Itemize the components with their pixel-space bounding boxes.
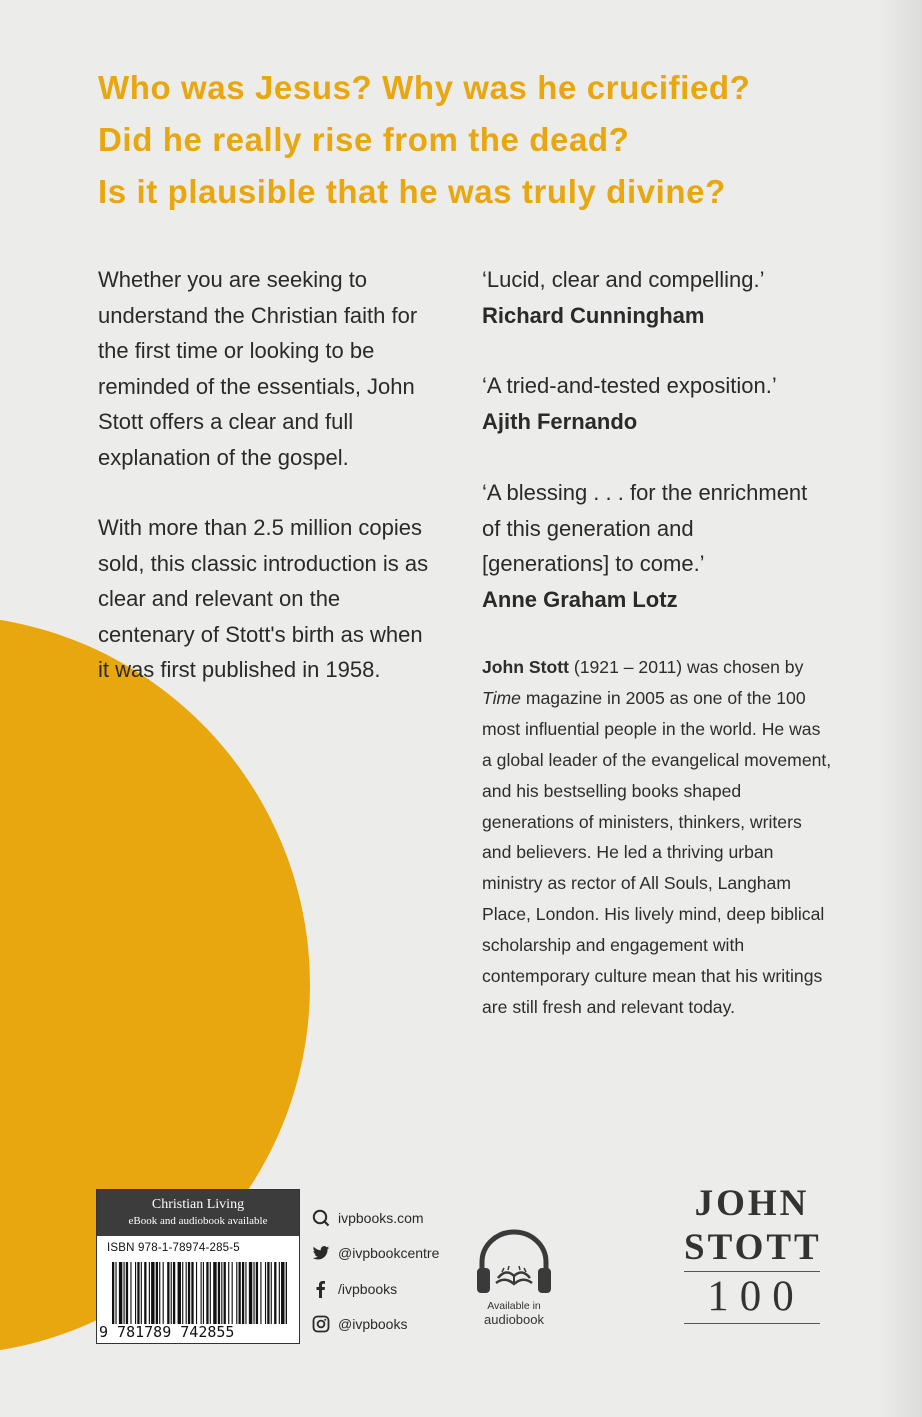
barcode-bar <box>203 1262 204 1324</box>
social-link-twitter[interactable] <box>312 1236 439 1272</box>
bio-magazine: Time <box>482 687 521 708</box>
endorsement <box>482 475 817 617</box>
search-icon <box>312 1209 330 1227</box>
audiobook-badge <box>472 1228 556 1327</box>
endorsement-author: Ajith Fernando <box>482 408 638 434</box>
barcode-bar <box>182 1262 183 1324</box>
social-link-website[interactable] <box>312 1200 439 1236</box>
endorsement-author: Richard Cunningham <box>482 302 705 328</box>
barcode-bar <box>206 1262 208 1324</box>
social-label: /ivpbooks <box>338 1280 398 1297</box>
barcode-bar <box>137 1262 139 1324</box>
barcode-number: 9 781789 742855 <box>99 1323 235 1341</box>
facebook-icon <box>312 1280 330 1298</box>
barcode-bar <box>130 1262 131 1324</box>
barcode-bar <box>274 1262 276 1324</box>
barcode-bar <box>232 1262 233 1324</box>
barcode-bar <box>163 1262 164 1324</box>
barcode-bar <box>159 1262 160 1324</box>
blurb-paragraph-1: Whether you are seeking to understand the Christian faith for the first time or looking to be reminded of the essentials, John Stott offers a clear and full explanation of the gospel. <box>98 267 418 470</box>
barcode-bar <box>286 1262 287 1324</box>
barcode-bar <box>256 1262 258 1324</box>
barcode-bar <box>260 1262 261 1324</box>
headline-question: Who was Jesus? Why was he crucified? <box>98 69 751 106</box>
bio-name: John Stott <box>482 657 569 677</box>
barcode-bar <box>221 1262 222 1324</box>
barcode-bar <box>144 1262 146 1324</box>
barcode-bar <box>135 1262 136 1324</box>
barcode-bar <box>196 1262 197 1324</box>
barcode-bar <box>267 1262 269 1324</box>
social-links <box>312 1200 439 1342</box>
social-link-facebook[interactable] <box>312 1271 439 1307</box>
circle-brush-edge <box>0 560 32 604</box>
barcode-bar <box>253 1262 254 1324</box>
blurb-paragraph-2: With more than 2.5 million copies sold, this classic introduction is as clear and relevant on the centenary of Stott's birth as when it was first published in 1958. <box>98 515 429 682</box>
audiobook-line-1: Available in <box>487 1300 541 1312</box>
endorsement <box>482 262 862 333</box>
availability-label: eBook and audiobook available <box>128 1215 268 1227</box>
barcode-bar <box>115 1262 116 1324</box>
logo-rule <box>684 1323 820 1324</box>
logo-line-2: STOTT <box>684 1227 822 1268</box>
barcode-bar <box>239 1262 241 1324</box>
bio-text: (1921 – 2011) was chosen by <box>568 657 804 677</box>
endorsement-author: Anne Graham Lotz <box>482 586 678 612</box>
logo-line-1: JOHN <box>694 1183 810 1224</box>
barcode-bar <box>228 1262 229 1324</box>
barcode <box>111 1262 287 1324</box>
barcode-bar <box>112 1262 114 1324</box>
barcode-bar <box>151 1262 154 1324</box>
barcode-bar <box>141 1262 142 1324</box>
barcode-bar <box>210 1262 211 1324</box>
barcode-bar <box>224 1262 226 1324</box>
john-stott-100-logo <box>684 1185 820 1324</box>
social-label: @ivpbooks <box>338 1316 408 1333</box>
barcode-bar <box>281 1262 284 1324</box>
barcode-bar <box>149 1262 150 1324</box>
barcode-bar <box>236 1262 237 1324</box>
barcode-bar <box>124 1262 125 1324</box>
barcode-bar <box>119 1262 122 1324</box>
barcode-bar <box>265 1262 266 1324</box>
headphones-book-icon <box>474 1228 554 1298</box>
barcode-bar <box>249 1262 252 1324</box>
category-header <box>97 1190 299 1236</box>
twitter-icon <box>312 1244 330 1262</box>
barcode-bar <box>218 1262 220 1324</box>
barcode-bar <box>173 1262 175 1324</box>
category-label: Christian Living <box>151 1197 245 1212</box>
barcode-bar <box>178 1262 181 1324</box>
barcode-bar <box>188 1262 190 1324</box>
bio-text: magazine in 2005 as one of the 100 most influential people in the world. He was a global leader of the evangelical movement, and his bestselling books shaped generations of ministers, thinkers, writers and believers. He led a thriving urban ministry as rector of All Souls, Langham Place, London. His lively mind, deep biblical scholarship and engagement with contemporary culture mean that his writings are still fresh and relevant today. <box>482 687 832 1017</box>
endorsement <box>482 368 862 439</box>
barcode-bar <box>279 1262 280 1324</box>
barcode-bar <box>156 1262 158 1324</box>
instagram-icon <box>312 1315 330 1333</box>
social-link-instagram[interactable] <box>312 1307 439 1343</box>
cover-edge-shadow <box>878 0 922 1417</box>
endorsement-quote: ‘A tried-and-tested exposition.’ <box>482 373 777 398</box>
logo-line-3: 100 <box>707 1273 805 1320</box>
headline-question: Did he really rise from the dead? <box>98 121 630 158</box>
endorsement-quote: ‘A blessing . . . for the enrichment of this generation and [generations] to come.’ <box>482 480 808 576</box>
author-bio <box>482 652 832 1023</box>
isbn-box <box>96 1189 300 1344</box>
logo-rule <box>684 1271 820 1272</box>
barcode-bar <box>186 1262 187 1324</box>
barcode-bar <box>126 1262 128 1324</box>
headline-question: Is it plausible that he was truly divine? <box>98 173 726 210</box>
audiobook-line-2: audiobook <box>484 1312 544 1327</box>
endorsement-quote: ‘Lucid, clear and compelling.’ <box>482 267 765 292</box>
social-label: ivpbooks.com <box>338 1209 424 1226</box>
barcode-bar <box>271 1262 272 1324</box>
barcode-bar <box>191 1262 193 1324</box>
isbn-label: ISBN 978-1-78974-285-5 <box>107 1242 240 1254</box>
social-label: @ivpbookcentre <box>338 1245 440 1262</box>
barcode-bar <box>242 1262 244 1324</box>
headline-questions <box>98 62 858 218</box>
barcode-bar <box>245 1262 246 1324</box>
barcode-bar <box>167 1262 169 1324</box>
barcode-bar <box>201 1262 202 1324</box>
barcode-bar <box>171 1262 172 1324</box>
barcode-bar <box>213 1262 216 1324</box>
